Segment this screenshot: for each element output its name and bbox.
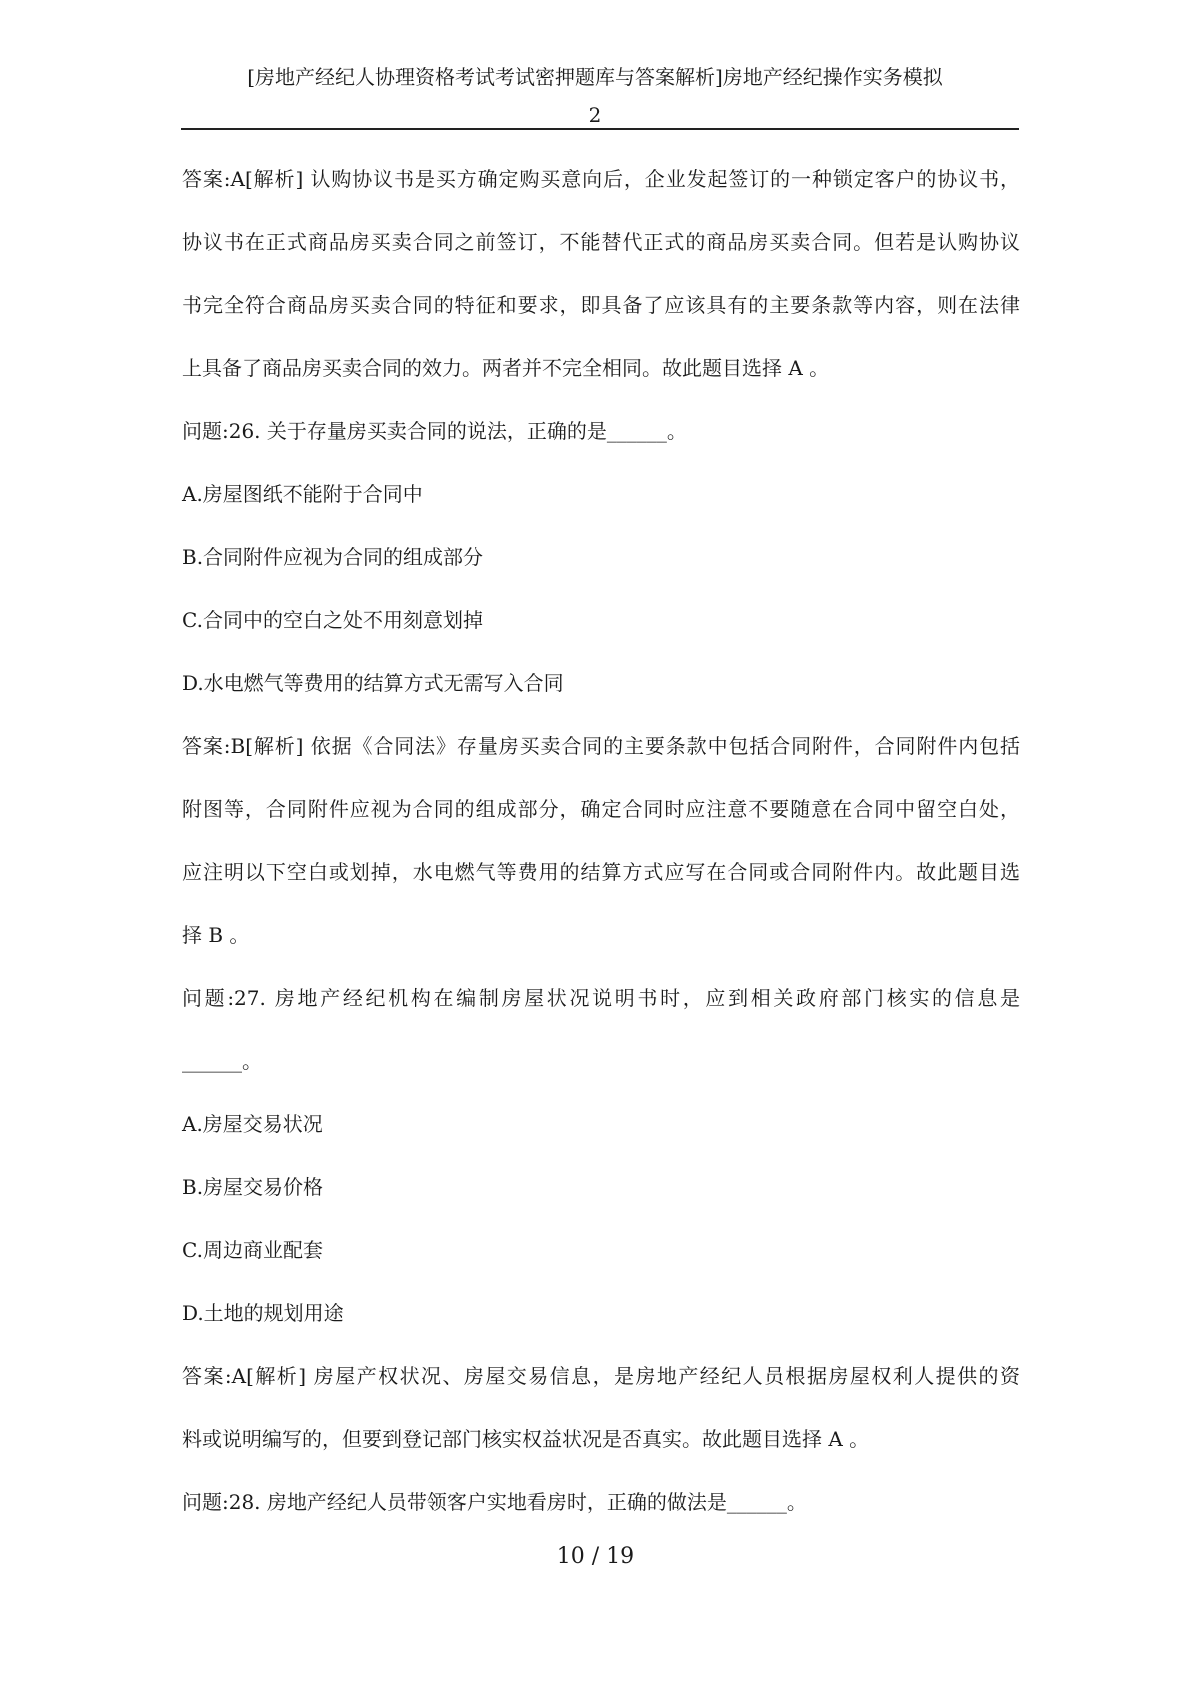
text-line: C.合同中的空白之处不用刻意划掉	[182, 608, 483, 632]
text-line: 上具备了商品房买卖合同的效力。两者并不完全相同。故此题目选择 A 。	[182, 356, 830, 380]
page-header	[180, 58, 1010, 134]
header-divider	[181, 128, 1019, 130]
header-subtitle: 2	[588, 103, 602, 127]
text-line: 问题:27. 房地产经纪机构在编制房屋状况说明书时，应到相关政府部门核实的信息是	[182, 986, 1020, 1010]
text-line: 择 B 。	[182, 923, 250, 947]
page-number: 10 / 19	[556, 1544, 635, 1569]
text-line: 料或说明编写的，但要到登记部门核实权益状况是否真实。故此题目选择 A 。	[182, 1427, 870, 1451]
text-line: 答案:A[解析] 认购协议书是买方确定购买意向后，企业发起签订的一种锁定客户的协议书，	[182, 167, 1020, 191]
text-line: 应注明以下空白或划掉，水电燃气等费用的结算方式应写在合同或合同附件内。故此题目选	[182, 860, 1020, 884]
text-line: 答案:B[解析] 依据《合同法》存量房买卖合同的主要条款中包括合同附件，合同附件内包括	[182, 734, 1020, 758]
text-line: 问题:28. 房地产经纪人员带领客户实地看房时，正确的做法是______。	[182, 1490, 807, 1514]
text-line: B.房屋交易价格	[182, 1175, 324, 1199]
text-line: B.合同附件应视为合同的组成部分	[182, 545, 484, 569]
text-line: A.房屋图纸不能附于合同中	[182, 482, 423, 506]
text-line: 答案:A[解析] 房屋产权状况、房屋交易信息，是房地产经纪人员根据房屋权利人提供的资	[182, 1364, 1020, 1388]
text-line: D.土地的规划用途	[182, 1301, 344, 1325]
document-body	[182, 148, 1020, 1534]
text-line: D.水电燃气等费用的结算方式无需写入合同	[182, 671, 564, 695]
text-line: 书完全符合商品房买卖合同的特征和要求，即具备了应该具有的主要条款等内容，则在法律	[182, 293, 1020, 317]
text-line: ______。	[182, 1049, 262, 1073]
header-title: [房地产经纪人协理资格考试考试密押题库与答案解析]房地产经纪操作实务模拟	[247, 65, 943, 89]
text-line: 协议书在正式商品房买卖合同之前签订，不能替代正式的商品房买卖合同。但若是认购协议	[182, 230, 1020, 254]
text-line: A.房屋交易状况	[182, 1112, 323, 1136]
text-line: 附图等，合同附件应视为合同的组成部分，确定合同时应注意不要随意在合同中留空白处，	[182, 797, 1020, 821]
text-line: 问题:26. 关于存量房买卖合同的说法，正确的是______。	[182, 419, 687, 443]
text-line: C.周边商业配套	[182, 1238, 323, 1262]
